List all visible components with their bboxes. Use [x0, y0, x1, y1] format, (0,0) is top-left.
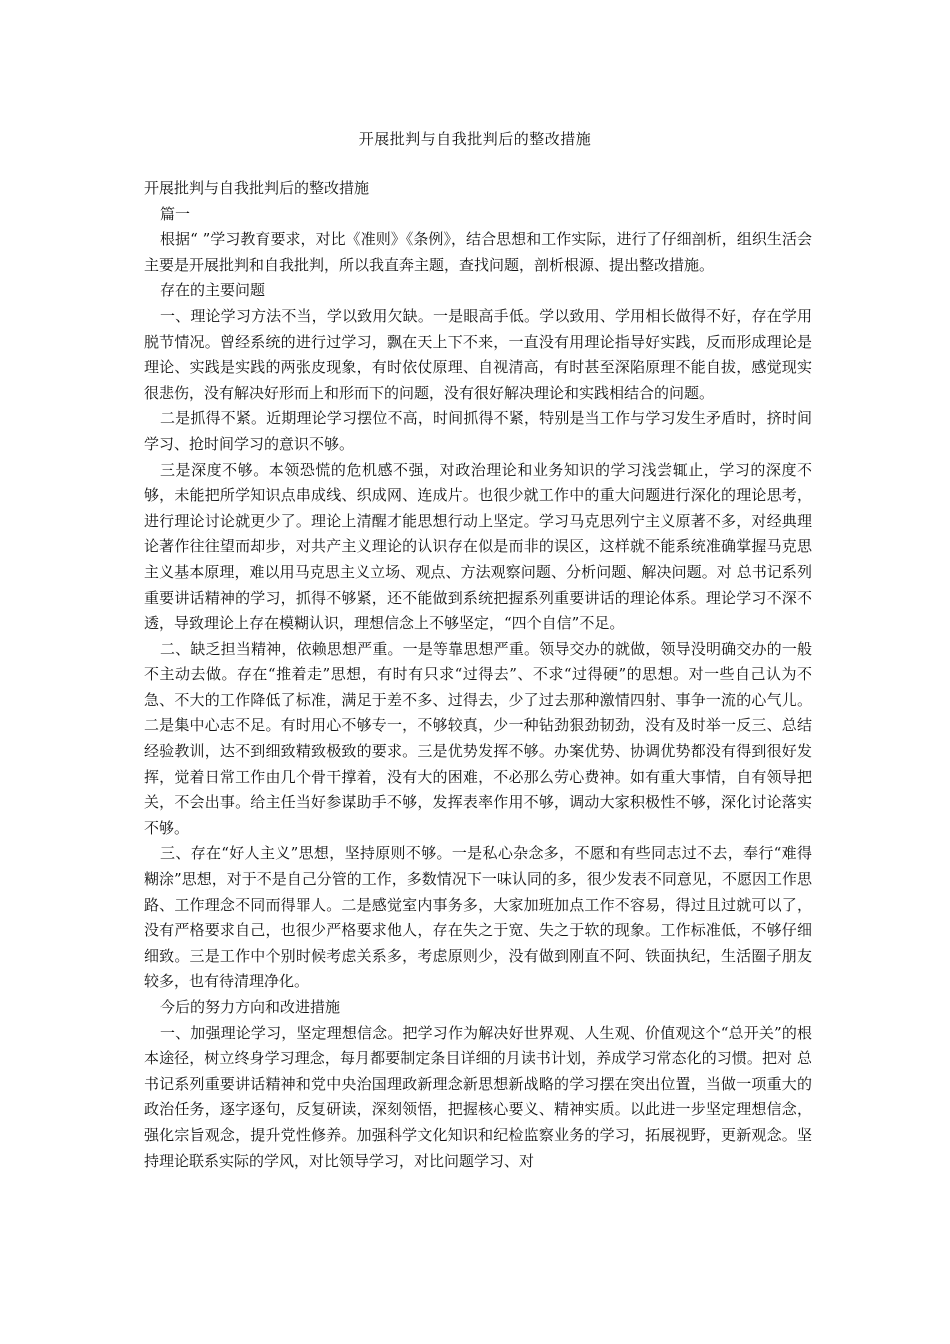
paragraph-problem-1c: 三是深度不够。本领恐慌的危机感不强，对政治理论和业务知识的学习浅尝辄止，学习的深度不够，未能把所学知识点串成线、织成网、连成片。也很少就工作中的重大问题进行深化的理论思考，进行理论讨论就更少了。理论上清醒才能思想行动上坚定。学习马克思列宁主义原著不多，对经典理论著作往往望而却步，对共产主义理论的认识存在似是而非的误区，这样就不能系统准确掌握马克思主义基本原理，难以用马克思主义立场、观点、方法观察问题、分析问题、解决问题。对 总书记系列重要讲话精神的学习，抓得不够紧，还不能做到系统把握系列重要讲话的理论体系。理论学习不深不透，导致理论上存在模糊认识，理想信念上不够坚定，“四个自信”不足。 [144, 460, 812, 633]
document-title: 开展批判与自我批判后的整改措施 [358, 130, 592, 148]
paragraph-improvement-1: 一、加强理论学习，坚定理想信念。把学习作为解决好世界观、人生观、价值观这个“总开关”的根本途径，树立终身学习理念，每月都要制定条目详细的月读书计划，养成学习常态化的习惯。把对 总书记系列重要讲话精神和党中央治国理政新理念新思想新战略的学习摆在突出位置，当做一项重大的政治任务，逐字逐句，反复研读，深刻领悟，把握核心要义、精神实质。以此进一步坚定理想信念，强化宗旨观念，提升党性修养。加强科学文化知识和纪检监察业务的学习，拓展视野，更新观念。坚持理论联系实际的学风，对比领导学习，对比问题学习、对 [144, 1023, 812, 1170]
paragraph-intro: 根据“ ”学习教育要求，对比《准则》《条例》，结合思想和工作实际，进行了仔细剖析，组织生活会主要是开展批判和自我批判，所以我直奔主题，查找问题，剖析根源、提出整改措施。 [144, 230, 812, 274]
body-title: 开展批判与自我批判后的整改措施 [144, 179, 370, 197]
paragraph-problem-2: 二、缺乏担当精神，依赖思想严重。一是等靠思想严重。领导交办的就做，领导没明确交办的一般不主动去做。存在“推着走”思想，有时有只求“过得去”、不求“过得硬”的思想。对一些自己认为不急、不大的工作降低了标准，满足于差不多、过得去，少了过去那种激情四射、事争一流的心气儿。二是集中心志不足。有时用心不够专一，不够较真，少一种钻劲狠劲韧劲，没有及时举一反三、总结经验教训，达不到细致精致极致的要求。三是优势发挥不够。办案优势、协调优势都没有得到很好发挥，觉着日常工作由几个骨干撑着，没有大的困难，不必那么劳心费神。如有重大事情，自有领导把关，不会出事。给主任当好参谋助手不够，发挥表率作用不够，调动大家积极性不够，深化讨论落实不够。 [144, 639, 812, 837]
heading-main-problems: 存在的主要问题 [160, 281, 266, 300]
document-body [144, 176, 812, 1174]
heading-improvements: 今后的努力方向和改进措施 [160, 998, 341, 1016]
section-label: 篇一 [160, 204, 191, 223]
paragraph-problem-1b: 二是抓得不紧。近期理论学习摆位不高，时间抓得不紧，特别是当工作与学习发生矛盾时，挤时间学习、抢时间学习的意识不够。 [144, 409, 812, 453]
paragraph-problem-3: 三、存在“好人主义”思想，坚持原则不够。一是私心杂念多，不愿和有些同志过不去，奉行“难得糊涂”思想，对于不是自己分管的工作，多数情况下一味认同的多，很少发表不同意见，不愿因工作思路、工作理念不同而得罪人。二是感觉室内事务多，大家加班加点工作不容易，得过且过就可以了，没有严格要求自己，也很少严格要求他人，存在失之于宽、失之于软的现象。工作标准低，不够仔细细致。三是工作中个别时候考虑关系多，考虑原则少，没有做到刚直不阿、铁面执纪，生活圈子朋友较多，也有待清理净化。 [144, 844, 812, 991]
paragraph-problem-1: 一、理论学习方法不当，学以致用欠缺。一是眼高手低。学以致用、学用相长做得不好，存在学用脱节情况。曾经系统的进行过学习，飘在天上下不来，一直没有用理论指导好实践，反而形成理论是理论、实践是实践的两张皮现象，有时依仗原理、自视清高，有时甚至深陷原理不能自拔，感觉现实很悲伤，没有解决好形而上和形而下的问题，没有很好解决理论和实践相结合的问题。 [144, 306, 812, 402]
